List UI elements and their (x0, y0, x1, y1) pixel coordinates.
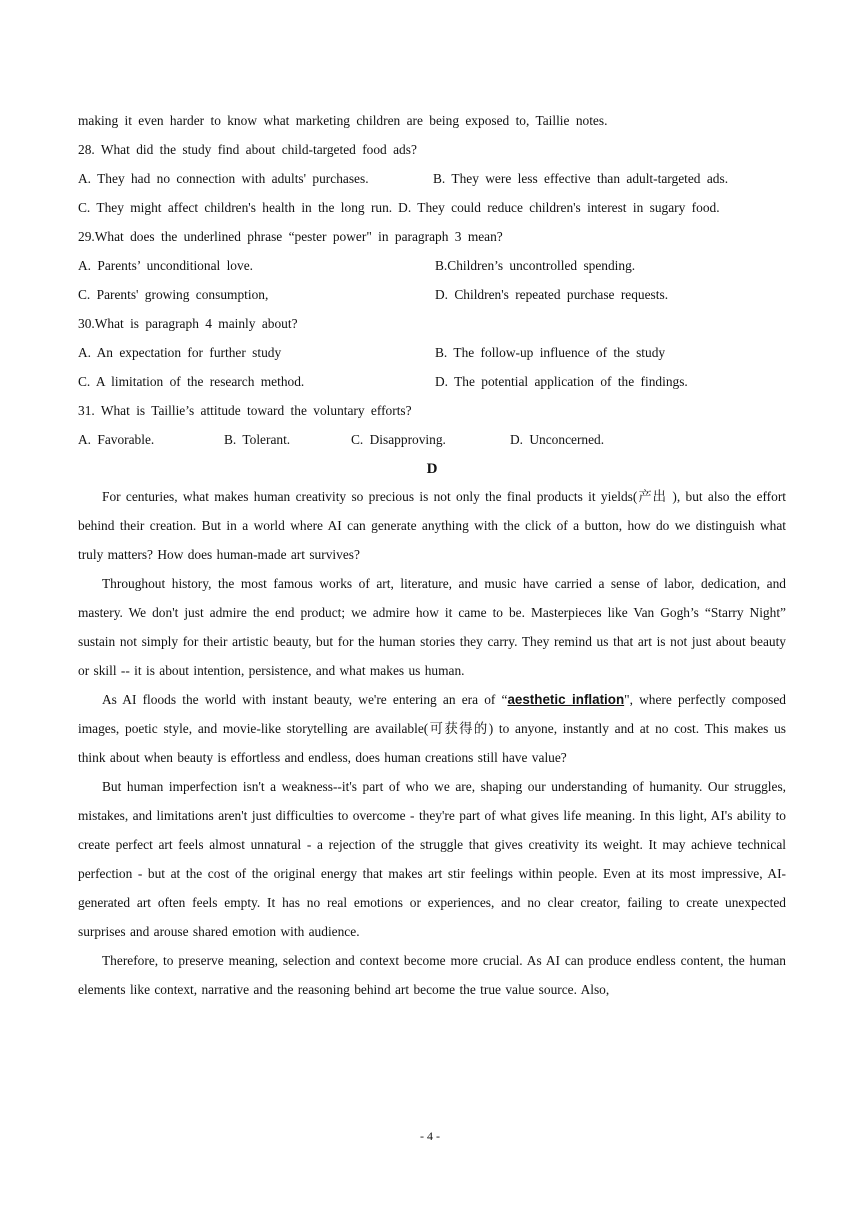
question-28-stem: 28. What did the study find about child-targeted food ads? (78, 142, 417, 157)
option-30-b: B. The follow-up influence of the study (435, 345, 666, 360)
option-28-c: C. They might affect children's health in the long run. (78, 200, 393, 215)
passage-paragraph-5: Therefore, to preserve meaning, selection and context become more crucial. As AI can produce endless content, the human elements like context, narrative and the reasoning behind art become the true value source. Also, (78, 953, 786, 997)
option-31-d: D. Unconcerned. (510, 432, 605, 447)
option-31-b: B. Tolerant. (224, 432, 291, 447)
underlined-phrase: aesthetic inflation (507, 692, 625, 707)
question-30-stem: 30.What is paragraph 4 mainly about? (78, 316, 298, 331)
option-31-c: C. Disapproving. (351, 432, 446, 447)
passage-paragraph-4: But human imperfection isn't a weakness--it's part of who we are, shaping our understanding of humanity. Our struggles, mistakes, and limitations aren't just difficulties to overcome - they're part of what gives life meaning. In this light, AI's ability to create perfect art feels almost unnatural - a rejection of the struggle that gives creativity its weight. It may achieve technical perfection - but at the cost of the original energy that makes art stir feelings within people. Even at its most impressive, AI-generated art often feels empty. It has no real emotions or experiences, and no clear creator, failing to create unexpected surprises and arouse shared emotion with audience. (78, 779, 786, 939)
question-29-stem: 29.What does the underlined phrase “pester power" in paragraph 3 mean? (78, 229, 503, 244)
option-29-a: A. Parents’ unconditional love. (78, 258, 253, 273)
question-31-options (78, 425, 786, 454)
option-30-c: C. A limitation of the research method. (78, 374, 305, 389)
question-30-options-row2 (78, 367, 786, 396)
question-30-options-row1 (78, 338, 786, 367)
option-29-c: C. Parents' growing consumption, (78, 287, 269, 302)
question-31-stem: 31. What is Taillie’s attitude toward the voluntary efforts? (78, 403, 412, 418)
passage-paragraph-1: For centuries, what makes human creativity so precious is not only the final products it yields(产出 ), but also the effort behind their creation. But in a world where AI can generate anything with the click of a button, how do we distinguish what truly matters? How does human-made art survives? (78, 489, 786, 562)
question-29-options-row2 (78, 280, 786, 309)
option-30-d: D. The potential application of the findings. (435, 374, 688, 389)
page-number: - 4 - (420, 1129, 440, 1143)
option-29-b: B.Children’s uncontrolled spending. (435, 258, 636, 273)
passage-paragraph-2: Throughout history, the most famous works of art, literature, and music have carried a sense of labor, dedication, and mastery. We don't just admire the end product; we admire how it came to be. Masterpieces like Van Gogh’s “Starry Night” sustain not simply for their artistic beauty, but for the human stories they carry. They remind us that art is not just about beauty or skill -- it is about intention, persistence, and what makes us human. (78, 576, 786, 678)
option-28-d: D. They could reduce children's interest in sugary food. (398, 200, 720, 215)
paragraph-3-lead: As AI floods the world with instant beauty, we're entering an era of “ (102, 692, 508, 707)
question-28-options-row2 (78, 193, 786, 222)
exam-page (78, 106, 786, 1004)
option-30-a: A. An expectation for further study (78, 345, 282, 360)
passage-paragraph-3 (78, 685, 786, 772)
passage-continuation-line: making it even harder to know what marketing children are being exposed to, Taillie notes. (78, 113, 608, 128)
option-29-d: D. Children's repeated purchase requests. (435, 287, 669, 302)
section-heading: D (426, 461, 438, 477)
question-28-options-row1 (78, 164, 786, 193)
option-28-b: B. They were less effective than adult-targeted ads. (433, 171, 729, 186)
option-28-a: A. They had no connection with adults' purchases. (78, 171, 369, 186)
question-29-options-row1 (78, 251, 786, 280)
option-31-a: A. Favorable. (78, 432, 155, 447)
paragraph-3-rest: ", where perfectly composed images, poetic style, and movie-like storytelling are available(可获得的) to anyone, instantly and at no cost. This makes us think about when beauty is effortless and endless, does human creations still have value? (78, 692, 786, 765)
